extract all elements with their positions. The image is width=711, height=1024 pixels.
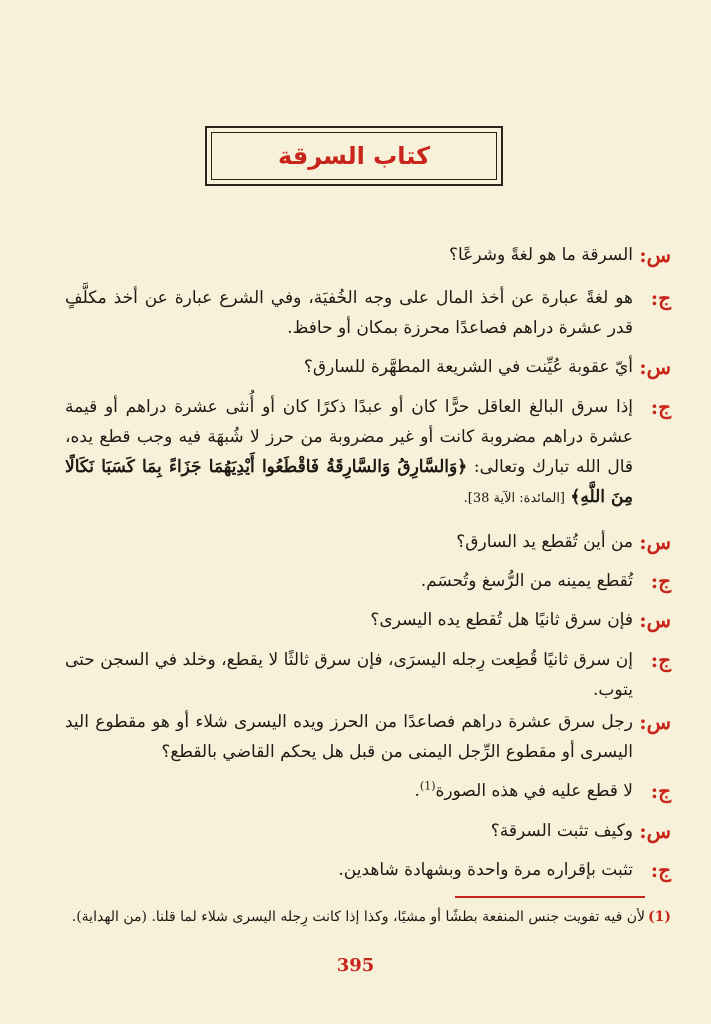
answer-text-end: . — [414, 781, 420, 801]
footnote — [40, 905, 671, 929]
question-4 — [65, 605, 671, 635]
footnote-number: (1) — [648, 909, 671, 925]
answer-text: إذا سرق البالغ العاقل حرًّا كان أو عبدًا ذكرًا كان أو أُنثى عشرة دراهم أو قيمة عشرة دراهم مضروبة كانت أو غير مضروبة من حرز لا شُبهَة فيه وجب قطع يده، قال الله تبارك وتعالى: — [65, 397, 633, 477]
answer-1 — [65, 283, 671, 343]
question-5 — [65, 707, 671, 767]
verse-reference: [المائدة: الآية 38]. — [463, 491, 566, 506]
question-marker: س: — [639, 710, 671, 734]
answer-text: تثبت بإقراره مرة واحدة وبشهادة شاهدين. — [338, 860, 633, 880]
answer-marker: ج: — [650, 648, 671, 672]
answer-text: هو لغةً عبارة عن أخذ المال على وجه الخُفيَة، وفي الشرع عبارة عن أخذ مكلَّفٍ قدر عشرة دراهم فصاعدًا محرزة بمكان أو حافظ. — [65, 288, 633, 338]
chapter-title-frame — [205, 126, 503, 186]
question-3 — [65, 527, 671, 557]
page-number: 395 — [336, 955, 375, 976]
question-text: السرقة ما هو لغةً وشرعًا؟ — [448, 245, 633, 265]
answer-text-block — [65, 776, 633, 806]
answer-marker: ج: — [650, 395, 671, 419]
question-2 — [65, 352, 671, 382]
question-text: من أين تُقطع يد السارق؟ — [456, 532, 633, 552]
question-marker: س: — [639, 530, 671, 554]
question-text: أيّ عقوبة عُيِّنت في الشريعة المطهَّرة للسارق؟ — [303, 357, 633, 377]
answer-marker: ج: — [650, 779, 671, 803]
chapter-title-inner-frame — [211, 132, 497, 180]
answer-text-block — [65, 392, 633, 514]
quran-verse: ﴿وَالسَّارِقُ وَالسَّارِقَةُ فَاقْطَعُوا أَيْدِيَهُمَا جَزَاءً بِمَا كَسَبَا نَكَالًا مِنَ اللَّهِ﴾ — [65, 457, 633, 507]
answer-4 — [65, 645, 671, 705]
footnote-reference: (1) — [419, 779, 436, 793]
question-text: وكيف تثبت السرقة؟ — [490, 821, 633, 841]
footnote-divider — [455, 896, 645, 898]
answer-2 — [65, 392, 671, 514]
answer-text: لا قطع عليه في هذه الصورة — [435, 781, 633, 801]
answer-marker: ج: — [650, 858, 671, 882]
question-marker: س: — [639, 355, 671, 379]
answer-marker: ج: — [650, 569, 671, 593]
question-text: فإن سرق ثانيًا هل تُقطع يده اليسرى؟ — [370, 610, 633, 630]
question-6 — [65, 816, 671, 846]
chapter-title: كتاب السرقة — [277, 142, 431, 170]
answer-5 — [65, 776, 671, 806]
answer-text: تُقطع يمينه من الرُّسغ وتُحسَم. — [420, 571, 633, 591]
question-marker: س: — [639, 608, 671, 632]
question-text: رجل سرق عشرة دراهم فصاعدًا من الحرز ويده اليسرى شلاء أو هو مقطوع اليد اليسرى أو مقطوع الرِّجل اليمنى من قبل هل يحكم القاضي بالقطع؟ — [65, 712, 633, 762]
answer-6 — [65, 855, 671, 885]
answer-marker: ج: — [650, 286, 671, 310]
question-marker: س: — [639, 243, 671, 267]
question-1 — [65, 240, 671, 270]
answer-3 — [65, 566, 671, 596]
question-marker: س: — [639, 819, 671, 843]
footnote-text: لأن فيه تفويت جنس المنفعة بطشًا أو مشيًا، وكذا إذا كانت رِجله اليسرى شلاء لما قلنا. (من الهداية). — [71, 909, 645, 925]
answer-text: إن سرق ثانيًا قُطِعت رِجله اليسرَى، فإن سرق ثالثًا لا يقطع، وخلد في السجن حتى يتوب. — [65, 650, 633, 700]
